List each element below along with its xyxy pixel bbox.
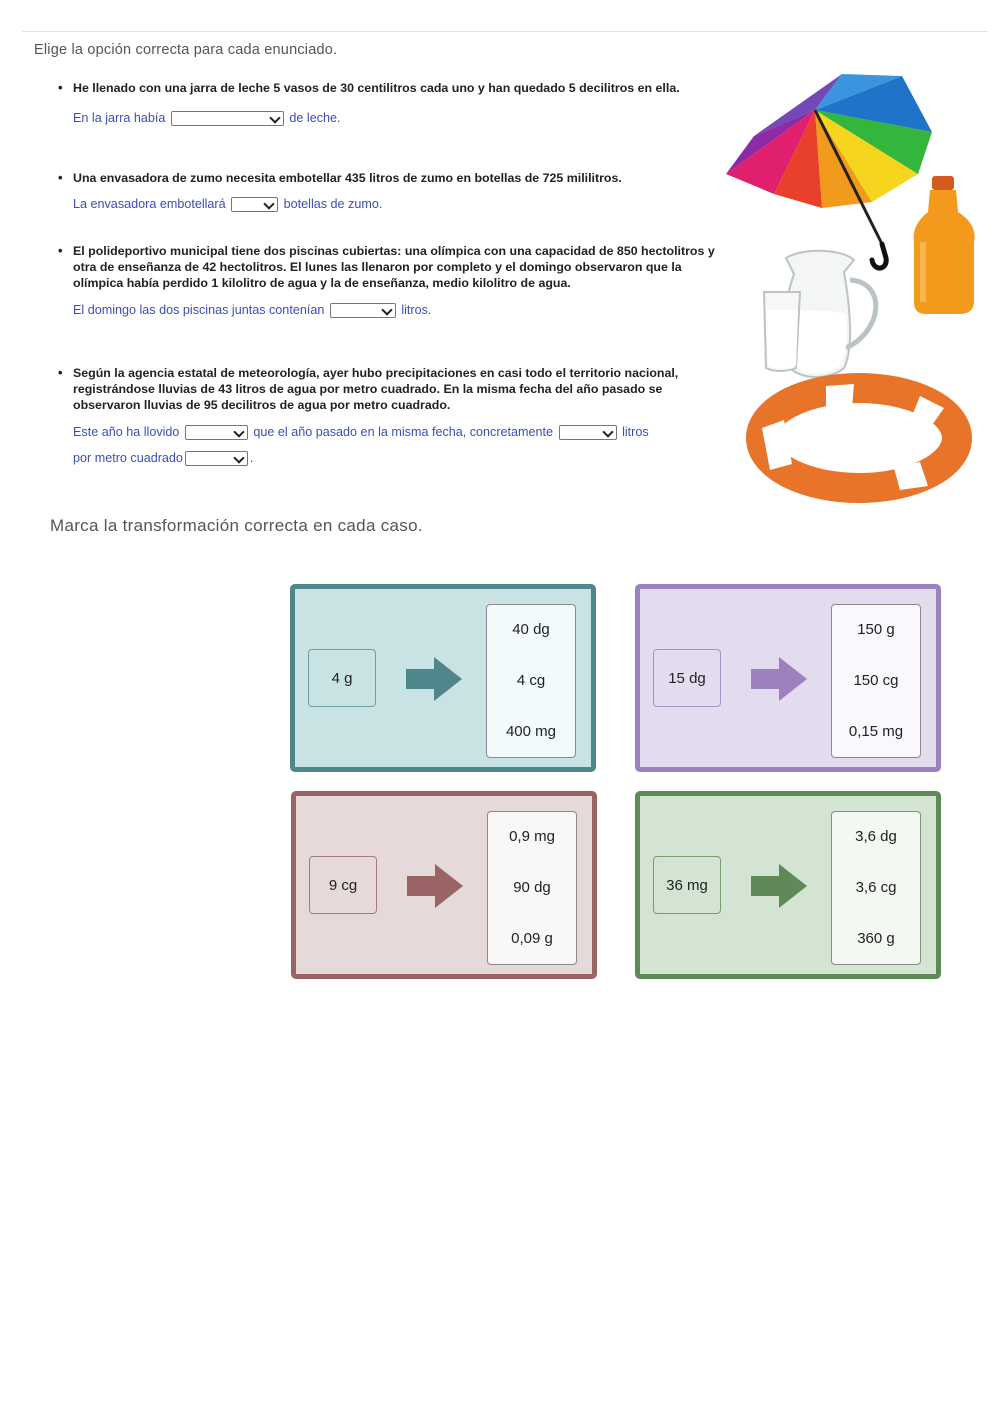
source-value: 36 mg — [653, 856, 721, 914]
conversion-card-3 — [291, 791, 597, 979]
q1-dropdown[interactable] — [171, 111, 284, 126]
question-3-answer — [58, 297, 723, 323]
question-1 — [58, 80, 723, 131]
option[interactable]: 4 cg — [516, 672, 546, 689]
q3-dropdown[interactable] — [330, 303, 396, 318]
q4-dropdown-amount[interactable] — [559, 425, 617, 440]
arrow-right-icon — [749, 862, 809, 910]
answer-text: de leche. — [289, 111, 341, 125]
chevron-down-icon — [233, 453, 244, 464]
conversion-card-4 — [635, 791, 941, 979]
question-4-answer — [58, 419, 723, 471]
answer-text: La envasadora embotellará — [73, 197, 226, 211]
question-1-answer — [58, 105, 723, 131]
answer-text: que el año pasado en la misma fecha, concretamente — [253, 425, 554, 439]
answer-text: El domingo las dos piscinas juntas contenían — [73, 303, 325, 317]
top-divider — [22, 31, 988, 32]
options-box — [487, 811, 577, 965]
lifebuoy-icon — [755, 384, 963, 490]
option[interactable]: 0,09 g — [511, 930, 553, 947]
answer-text: Este año ha llovido — [73, 425, 180, 439]
answer-text: . — [249, 451, 254, 465]
arrow-right-icon — [404, 655, 464, 703]
question-3-statement: • El polideportivo municipal tiene dos piscinas cubiertas: una olímpica con una capacidad de 850 hectolitros y otra de enseñanza de 42 hectolitros. El lunes las llenaron por completo y el domingo observaron que la olímpica había perdido 1 kilolitro de agua y la de enseñanza, medio kilolitro de agua. — [58, 243, 723, 291]
options-box — [486, 604, 576, 758]
option[interactable]: 150 cg — [853, 672, 899, 689]
conversion-card-2 — [635, 584, 941, 772]
question-1-statement: • He llenado con una jarra de leche 5 vasos de 30 centilitros cada uno y han quedado 5 decilitros en ella. — [58, 80, 723, 96]
source-value: 15 dg — [653, 649, 721, 707]
juice-bottle-icon — [914, 176, 975, 314]
option[interactable]: 360 g — [857, 930, 895, 947]
question-2-statement: • Una envasadora de zumo necesita embotellar 435 litros de zumo en botellas de 725 mililitros. — [58, 170, 723, 186]
q4-dropdown-comparison[interactable] — [185, 425, 248, 440]
umbrella-icon — [726, 74, 932, 268]
question-4 — [58, 365, 723, 471]
answer-text: por metro cuadrado — [73, 451, 183, 465]
option[interactable]: 3,6 dg — [855, 828, 897, 845]
chevron-down-icon — [381, 305, 392, 316]
option[interactable]: 0,9 mg — [509, 828, 555, 845]
chevron-down-icon — [233, 427, 244, 438]
arrow-right-icon — [405, 862, 465, 910]
option[interactable]: 150 g — [857, 621, 895, 638]
answer-text: litros — [622, 425, 649, 439]
option[interactable]: 90 dg — [513, 879, 551, 896]
answer-text: botellas de zumo. — [283, 197, 383, 211]
arrow-right-icon — [749, 655, 809, 703]
chevron-down-icon — [602, 427, 613, 438]
options-box — [831, 604, 921, 758]
option[interactable]: 0,15 mg — [848, 723, 904, 740]
source-value: 4 g — [308, 649, 376, 707]
section2-instruction: Marca la transformación correcta en cada caso. — [50, 516, 423, 535]
source-value: 9 cg — [309, 856, 377, 914]
option[interactable]: 400 mg — [505, 723, 557, 740]
question-3 — [58, 243, 723, 323]
section1-instruction: Elige la opción correcta para cada enunciado. — [34, 42, 338, 58]
answer-text: En la jarra había — [73, 111, 166, 125]
chevron-down-icon — [263, 199, 274, 210]
milk-glass-icon — [764, 292, 800, 371]
q4-dropdown-unit[interactable] — [185, 451, 248, 466]
answer-text: litros. — [401, 303, 432, 317]
options-box — [831, 811, 921, 965]
chevron-down-icon — [269, 113, 280, 124]
option[interactable]: 3,6 cg — [855, 879, 897, 896]
conversion-card-1 — [290, 584, 596, 772]
question-2 — [58, 170, 723, 217]
question-4-statement: • Según la agencia estatal de meteorología, ayer hubo precipitaciones en casi todo el territorio nacional, registrándose lluvias de 43 litros de agua por metro cuadrado. En la misma fecha del año pasado se observaron lluvias de 95 decilitros de agua por metro cuadrado. — [58, 365, 723, 413]
illustration — [722, 66, 984, 510]
option[interactable]: 40 dg — [512, 621, 550, 638]
question-2-answer — [58, 191, 723, 217]
q2-dropdown[interactable] — [231, 197, 278, 212]
